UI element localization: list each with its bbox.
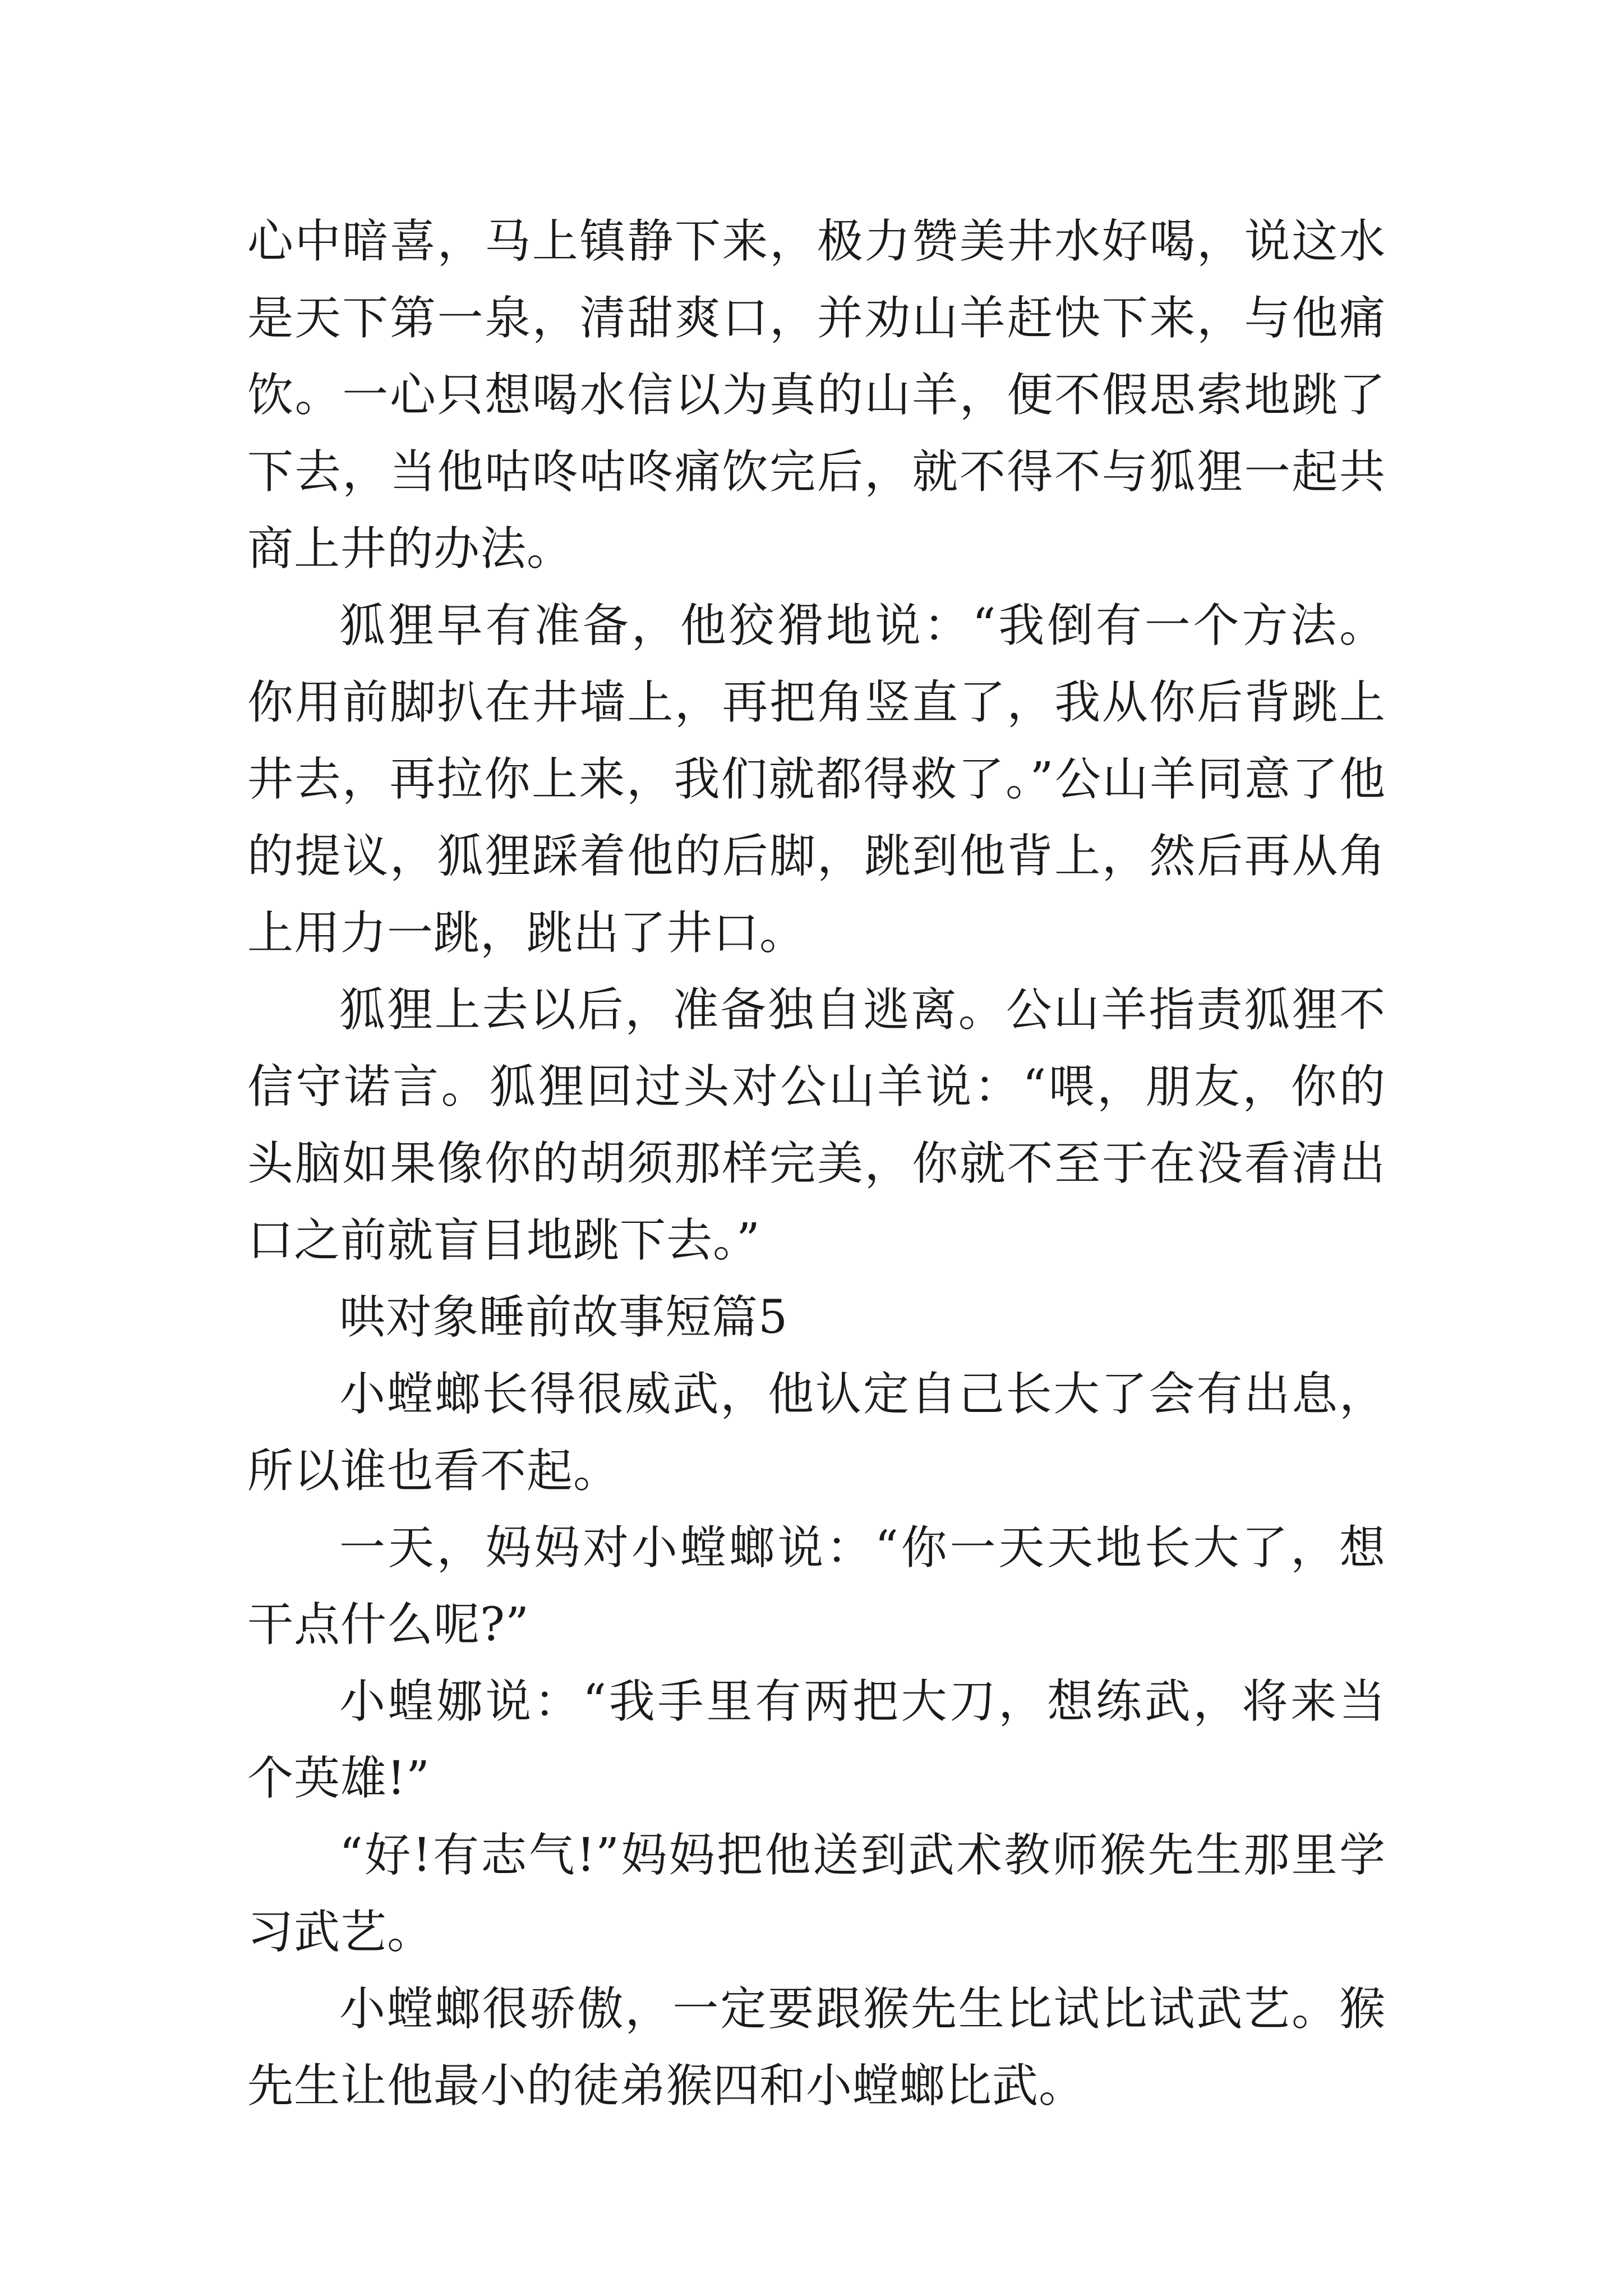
paragraph-2: 狐狸早有准备，他狡猾地说：“我倒有一个方法。你用前脚扒在井墙上，再把角竖直了，我从你后背跳上井去，再拉你上来，我们就都得救了。”公山羊同意了他的提议，狐狸踩着他的后脚，跳到他背上，然后再从角上用力一跳，跳出了井口。 — [247, 599, 1386, 960]
paragraph-6: 一天，妈妈对小螳螂说：“你一天天地长大了，想干点什么呢?” — [247, 1521, 1386, 1651]
paragraph-9: 小螳螂很骄傲，一定要跟猴先生比试比试武艺。猴先生让他最小的徒弟猴四和小螳螂比武。 — [247, 1982, 1386, 2113]
paragraph-8: “好!有志气!”妈妈把他送到武术教师猴先生那里学习武艺。 — [247, 1829, 1386, 1959]
paragraph-7: 小蝗娜说：“我手里有两把大刀，想练武，将来当个英雄!” — [247, 1675, 1386, 1805]
paragraph-5: 小螳螂长得很威武，他认定自己长大了会有出息，所以谁也看不起。 — [247, 1368, 1386, 1498]
paragraph-3: 狐狸上去以后，准备独自逃离。公山羊指责狐狸不信守诺言。狐狸回过头对公山羊说：“喂，朋友，你的头脑如果像你的胡须那样完美，你就不至于在没看清出口之前就盲目地跳下去。” — [247, 983, 1386, 1267]
document-body — [247, 203, 1386, 2124]
section-heading: 哄对象睡前故事短篇5 — [339, 1291, 789, 1344]
paragraph-1: 心中暗喜，马上镇静下来，极力赞美井水好喝，说这水是天下第一泉，清甜爽口，并劝山羊赶快下来，与他痛饮。一心只想喝水信以为真的山羊，便不假思索地跳了下去，当他咕咚咕咚痛饮完后，就不得不与狐狸一起共商上井的办法。 — [247, 215, 1386, 576]
